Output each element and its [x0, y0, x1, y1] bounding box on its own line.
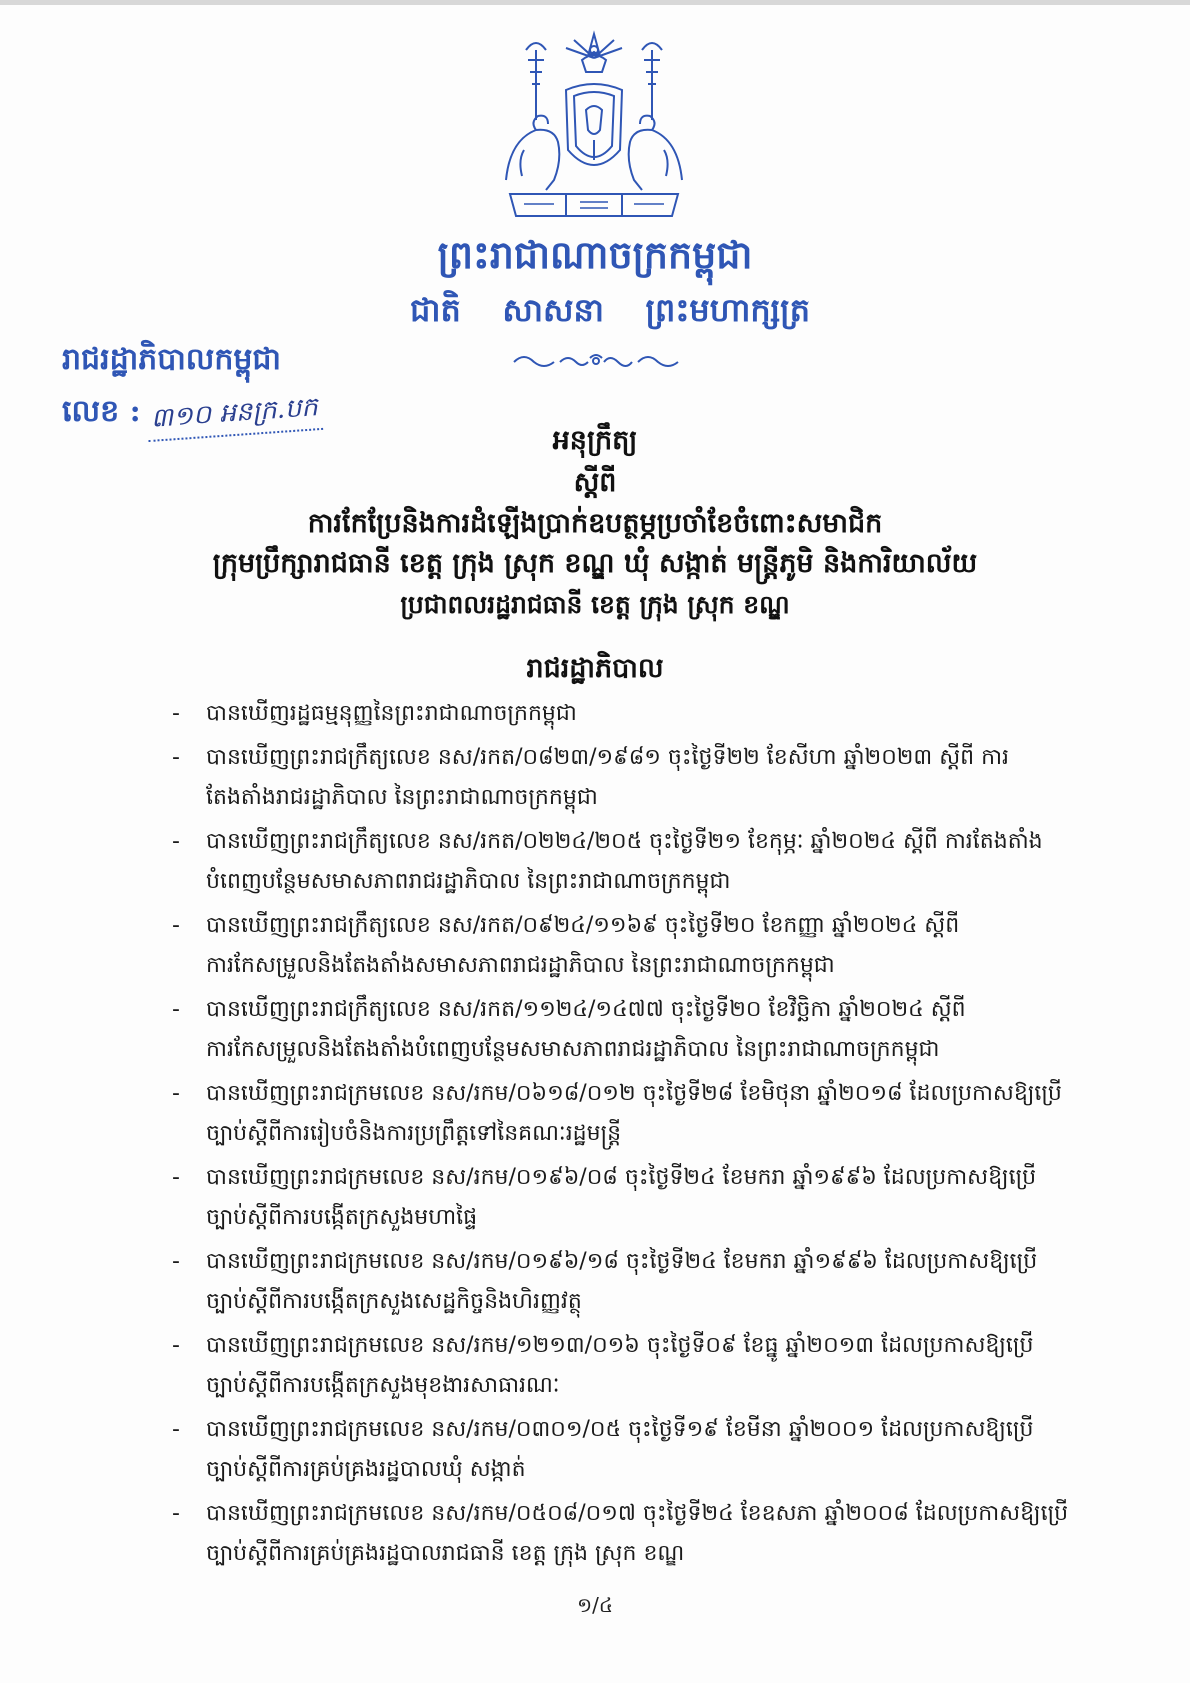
subject-line: ការកែប្រែនិងការដំឡើងប្រាក់ឧបត្ថម្ភប្រចាំខែចំពោះសមាជិក [307, 508, 883, 539]
government-heading: រាជរដ្ឋាភិបាល [526, 653, 664, 684]
document-type: អនុក្រឹត្យ [552, 425, 638, 456]
kingdom-title: ព្រះរាជាណាចក្រកម្ពុជា [437, 232, 753, 277]
document-title [0, 420, 1190, 626]
preamble-clauses [172, 694, 1072, 1578]
list-item: - បានឃើញព្រះរាជក្រមលេខ នស/រកម/០៥០៨/០១៧ ចុះថ្ងៃទី២៤ ខែឧសភា ឆ្នាំ២០០៨ ដែលប្រកាសឱ្យប្រើច្បាប់ស្តីពីការគ្រប់គ្រងរដ្ឋបាលរាជធានី ខេត្ត ក្រុង ស្រុក ខណ្ឌ [172, 1501, 1069, 1566]
list-item: - បានឃើញព្រះរាជក្រមលេខ នស/រកម/០១៩៦/១៨ ចុះថ្ងៃទី២៤ ខែមករា ឆ្នាំ១៩៩៦ ដែលប្រកាសឱ្យប្រើច្បាប់ស្តីពីការបង្កើតក្រសួងសេដ្ឋកិច្ចនិងហិរញ្ញវត្ថុ [172, 1249, 1038, 1314]
list-item: - បានឃើញព្រះរាជក្រមលេខ នស/រកម/០១៩៦/០៨ ចុះថ្ងៃទី២៤ ខែមករា ឆ្នាំ១៩៩៦ ដែលប្រកាសឱ្យប្រើច្បាប់ស្តីពីការបង្កើតក្រសួងមហាផ្ទៃ [172, 1165, 1037, 1230]
motto-king: ព្រះមហាក្សត្រ [645, 291, 810, 329]
list-item: - បានឃើញព្រះរាជក្រឹត្យលេខ នស/រកត/០៨២៣/១៩៨១ ចុះថ្ងៃទី២២ ខែសីហា ឆ្នាំ២០២៣ ស្តីពី ការតែងតាំងរាជរដ្ឋាភិបាល នៃព្រះរាជាណាចក្រកម្ពុជា [172, 745, 1010, 810]
subject-line: ក្រុមប្រឹក្សារាជធានី ខេត្ត ក្រុង ស្រុក ខណ្ឌ ឃុំ សង្កាត់ មន្ត្រីភូមិ និងការិយាល័យ [212, 548, 978, 579]
document-about: ស្តីពី [573, 467, 617, 498]
page-number: ១/៤ [576, 1593, 614, 1617]
list-item: - បានឃើញព្រះរាជក្រមលេខ នស/រកម/១២១៣/០១៦ ចុះថ្ងៃទី០៩ ខែធ្នូ ឆ្នាំ២០១៣ ដែលប្រកាសឱ្យប្រើច្បាប់ស្តីពីការបង្កើតក្រសួងមុខងារសាធារណៈ [172, 1333, 1034, 1398]
royal-coat-of-arms-icon [496, 30, 692, 226]
motto-religion: សាសនា [502, 291, 604, 329]
list-item: - បានឃើញព្រះរាជក្រឹត្យលេខ នស/រកត/០២២៤/២០៥ ចុះថ្ងៃទី២១ ខែកុម្ភៈ ឆ្នាំ២០២៤ ស្តីពី ការតែងតាំងបំពេញបន្ថែមសមាសភាពរាជរដ្ឋាភិបាល នៃព្រះរាជាណាចក្រកម្ពុជា [172, 829, 1043, 894]
ornament-divider-icon [510, 350, 682, 372]
handwritten-number: ៣១០ អនក្រ.បក [145, 390, 322, 442]
list-item: - បានឃើញព្រះរាជក្រឹត្យលេខ នស/រកត/១១២៤/១៤៧៧ ចុះថ្ងៃទី២០ ខែវិច្ឆិកា ឆ្នាំ២០២៤ ស្តីពី ការកែសម្រួលនិងតែងតាំងបំពេញបន្ថែមសមាសភាពរាជរដ្ឋាភិបាល នៃព្រះរាជាណាចក្រកម្ពុជា [172, 997, 966, 1062]
list-item: - បានឃើញព្រះរាជក្រមលេខ នស/រកម/០៦១៨/០១២ ចុះថ្ងៃទី២៨ ខែមិថុនា ឆ្នាំ២០១៨ ដែលប្រកាសឱ្យប្រើច្បាប់ស្តីពីការរៀបចំនិងការប្រព្រឹត្តទៅនៃគណៈរដ្ឋមន្ត្រី [172, 1081, 1062, 1146]
scan-edge [0, 0, 1190, 5]
number-label: លេខ : [62, 394, 141, 429]
list-item: - បានឃើញព្រះរាជក្រមលេខ នស/រកម/០៣០១/០៥ ចុះថ្ងៃទី១៩ ខែមីនា ឆ្នាំ២០០១ ដែលប្រកាសឱ្យប្រើច្បាប់ស្តីពីការគ្រប់គ្រងរដ្ឋបាលឃុំ សង្កាត់ [172, 1417, 1034, 1482]
motto-nation: ជាតិ [410, 291, 461, 329]
subject-line: ប្រជាពលរដ្ឋរាជធានី ខេត្ត ក្រុង ស្រុក ខណ្ឌ [400, 590, 790, 619]
national-motto [410, 290, 810, 330]
list-item: - បានឃើញព្រះរាជក្រឹត្យលេខ នស/រកត/០៩២៤/១១៦៩ ចុះថ្ងៃទី២០ ខែកញ្ញា ឆ្នាំ២០២៤ ស្តីពី ការកែសម្រួលនិងតែងតាំងសមាសភាពរាជរដ្ឋាភិបាល នៃព្រះរាជាណាចក្រកម្ពុជា [172, 913, 960, 978]
list-item: - បានឃើញរដ្ឋធម្មនុញ្ញនៃព្រះរាជាណាចក្រកម្ពុជា [172, 701, 577, 726]
issuer-name: រាជរដ្ឋាភិបាលកម្ពុជា [62, 342, 281, 377]
